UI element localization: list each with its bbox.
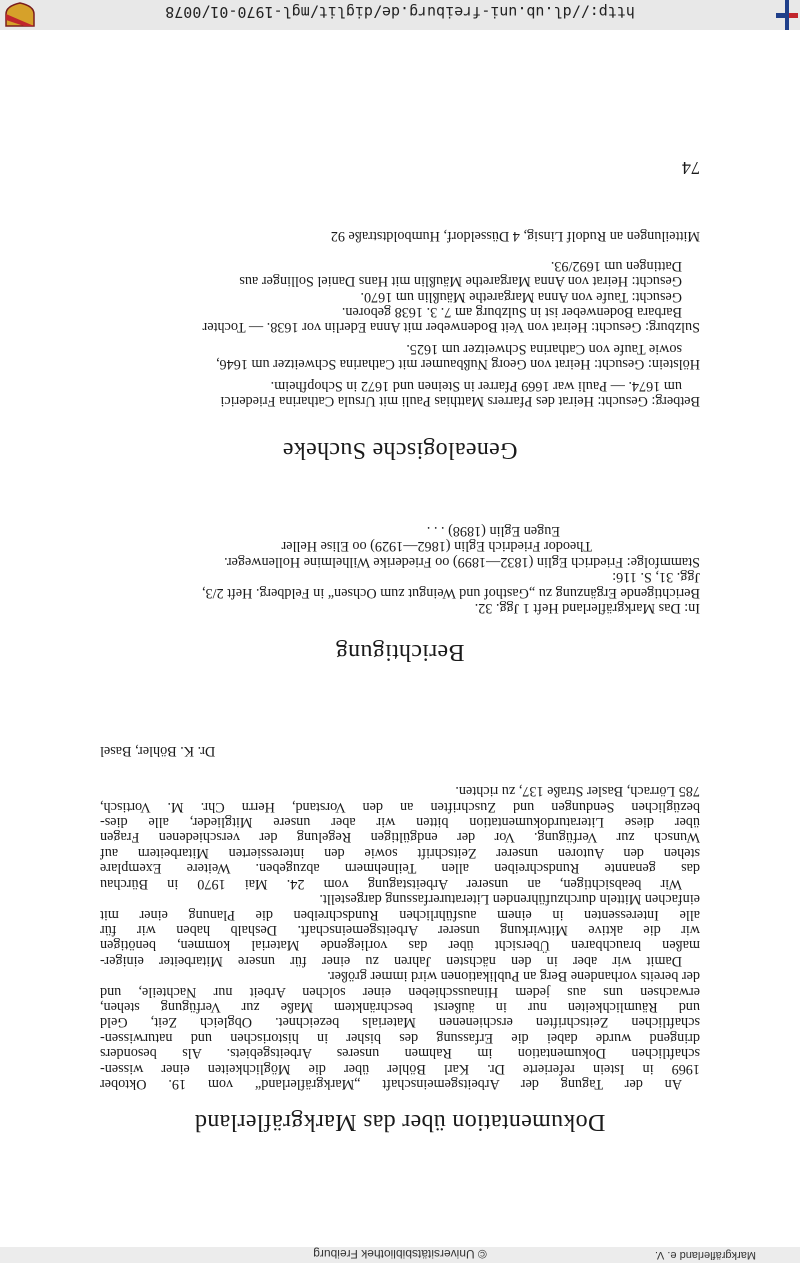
text-line: Gesucht: Taufe von Anna Margarethe Mäußlin um 1670. bbox=[360, 288, 682, 305]
text-line: und Räumlichkeiten nur in äußerst beschränktem Maße zur Verfügung stehen, bbox=[100, 998, 700, 1015]
text-line: um 1674. — Pauli war 1669 Pfarrer in Steinen und 1672 in Schopfheim. bbox=[270, 377, 682, 394]
text-line: sowie Taufe von Catharina Schweitzer um 1625. bbox=[406, 340, 682, 357]
page-url-link[interactable]: http://dl.ub.uni-freiburg.de/diglit/mgl-1970-01/0078 bbox=[165, 3, 635, 21]
text-line: maßen brauchbaren Übersicht über das vorliegende Material kommen, benötigen bbox=[100, 937, 700, 954]
text-line: In: Das Markgräflerland Heft 1 Jgg. 32. bbox=[474, 600, 700, 616]
text-line: wir die aktive Mitwirkung unserer Arbeitsgemeinschaft. Deshalb haben wir für bbox=[100, 921, 700, 938]
text-line: erwachsen uns aus jedem Hinausschieben einer solchen Arbeit nur Nachteile, und bbox=[100, 983, 700, 1000]
text-line: Wir beabsichtigen, an unserer Arbeitstagung vom 24. Mai 1970 in Bürchau bbox=[100, 875, 682, 892]
text-line: Hölstein: Gesucht: Heirat von Georg Nußbaumer mit Catharina Schweitzer um 1646, bbox=[216, 356, 700, 373]
text-line: Dattingen um 1692/93. bbox=[550, 257, 682, 274]
text-line: dringend wurde dabei die Erfassung des bisher in historischen und naturwissen- bbox=[100, 1029, 700, 1046]
text-line: Mitteilungen an Rudolf Linsig, 4 Düsseldorf, Humboldtstraße 92 bbox=[330, 228, 700, 245]
text-line: Theodor Friedrich Eglin (1862—1929) oo Elise Heller bbox=[281, 538, 592, 555]
article-body-berichtigung bbox=[100, 523, 700, 615]
text-line: Eugen Eglin (1898) . . . bbox=[426, 522, 560, 539]
article-title-berichtigung: Berichtigung bbox=[335, 639, 465, 665]
copyright-text: © Universitätsbibliothek Freiburg bbox=[313, 1247, 487, 1261]
text-line: An der Tagung der Arbeitsgemeinschaft „Markgräflerland“ vom 19. Oktober bbox=[100, 1076, 682, 1092]
text-line: Berichtigende Ergänzung zu „Gasthof und Weingut zum Ochsen“ in Feldberg. Heft 2/3, bbox=[201, 584, 700, 601]
page-number: 74 bbox=[682, 158, 700, 178]
geschichtsverein-crest-icon bbox=[2, 2, 38, 28]
text-line: das genannte Rundschreiben allen Teilnehmern abzugeben. Weitere Exemplare bbox=[100, 860, 700, 877]
text-line: Barbara Bodenweber ist in Sulzburg am 7. 3. 1638 geboren. bbox=[341, 303, 682, 320]
text-line: Jgg. 31, S. 116: bbox=[612, 569, 700, 586]
text-line: schaftlichen Zeitschriften erschienenen Materials bezeichnet. Obgleich Zeit, Geld bbox=[100, 1014, 700, 1031]
text-line: Sulzburg: Gesucht: Heirat von Veit Bodenweber mit Anna Ederlin vor 1638. — Tochter bbox=[202, 319, 700, 336]
text-line: 785 Lörrach, Basler Straße 137, zu richten. bbox=[455, 783, 700, 800]
article-signature: Dr. K. Böhler, Basel bbox=[100, 743, 216, 759]
text-line: Gesucht: Heirat von Anna Margarethe Mäußlin mit Hans Daniel Sollinger aus bbox=[239, 273, 682, 290]
article-title-dokumentation: Dokumentation über das Markgräflerland bbox=[194, 1109, 606, 1135]
text-line: bezüglichen Sendungen und Zuschriften an den Vorstand, Herrn Chr. M. Vortisch, bbox=[100, 798, 700, 815]
text-line: alle Interessenten in einem ausführlichen Rundschreiben die Planung einer mit bbox=[100, 906, 700, 923]
text-line: Betberg: Gesucht: Heirat des Pfarrers Matthias Pauli mit Ursula Catharina Friederici bbox=[220, 393, 700, 409]
article-body-dokumentation bbox=[100, 783, 700, 1091]
partner-label: Markgräflerland e. V. bbox=[654, 1249, 756, 1261]
text-line: 1969 in Istein referierte Dr. Karl Böhler über die Möglichkeiten einer wissen- bbox=[100, 1060, 700, 1077]
text-line: stehen den Autoren unserer Zeitschrift sowie den interessierten Mitarbeitern auf bbox=[100, 844, 700, 861]
article-title-genealogische: Genealogische Sucheke bbox=[282, 437, 518, 463]
ub-freiburg-logo-icon bbox=[776, 0, 798, 30]
text-line: Damit wir aber in den nächsten Jahren zu einer für unsere Mitarbeiter einiger- bbox=[100, 952, 682, 969]
text-line: Wunsch zur Verfügung. Vor der endgültigen Regelung der verschiedenen Fragen bbox=[100, 829, 700, 846]
article-body-genealogische bbox=[100, 228, 700, 408]
text-line: einfachen Mitteln durchzuführenden Literaturerfassung dargestellt. bbox=[319, 891, 700, 908]
text-line: schaftlichen Dokumentation im Rahmen unseres Arbeitsgebiets. Als besonders bbox=[100, 1045, 700, 1062]
text-line: über diese Literaturdokumentation bitten wir aber unsere Mitglieder, alle dies- bbox=[100, 814, 700, 831]
text-line: Stammfolge: Friedrich Eglin (1832—1899) oo Friederike Wilhelmine Hollenweger. bbox=[224, 553, 700, 570]
text-line: der bereits vorhandene Berg an Publikationen wird immer größer. bbox=[327, 968, 700, 985]
